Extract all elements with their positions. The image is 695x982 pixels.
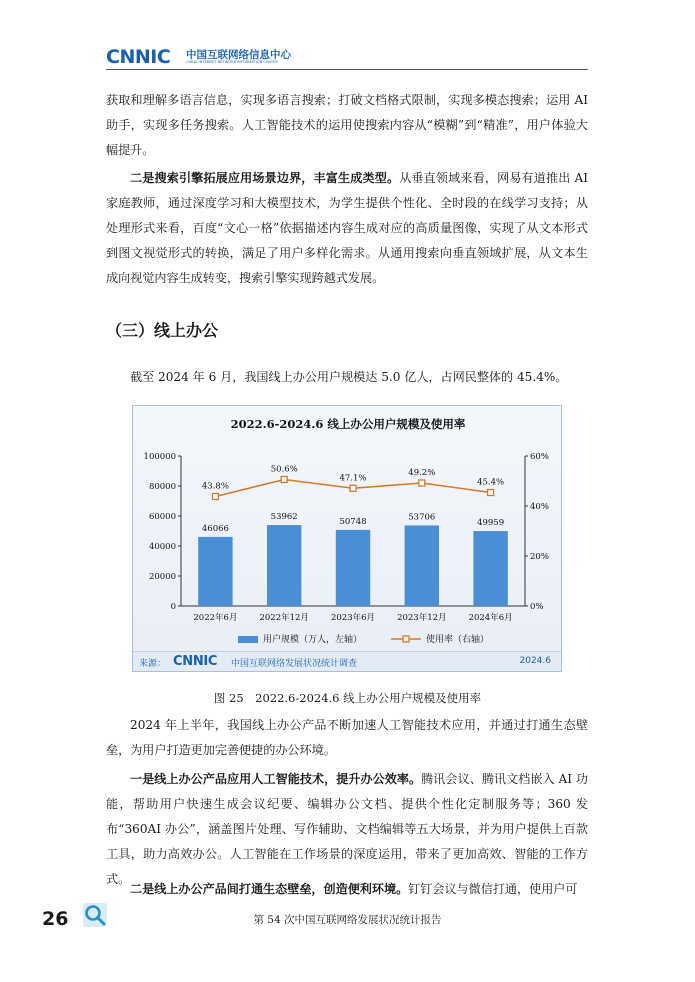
right-axis-tick-label: 20% bbox=[530, 552, 549, 562]
usage-rate-point bbox=[488, 490, 494, 496]
usage-rate-point bbox=[212, 494, 218, 500]
bar-value-label: 49959 bbox=[477, 518, 505, 529]
bar-user-scale bbox=[267, 525, 301, 606]
left-axis-tick-label: 80000 bbox=[148, 482, 176, 492]
left-axis-tick-label: 100000 bbox=[143, 452, 176, 462]
right-axis-tick-label: 60% bbox=[530, 452, 549, 462]
legend-line-label: 使用率（右轴） bbox=[426, 635, 490, 645]
legend-line-marker bbox=[403, 636, 409, 642]
paragraph-6-text: 钉钉会议与微信打通，使用户可 bbox=[408, 882, 578, 896]
paragraph-6-lead: 二是线上办公产品间打通生态壁垒，创造便利环境。 bbox=[130, 882, 409, 896]
left-axis-tick-label: 60000 bbox=[148, 512, 176, 522]
right-axis-tick-label: 0% bbox=[530, 602, 544, 612]
usage-rate-label: 45.4% bbox=[477, 477, 505, 488]
paragraph-5-block bbox=[106, 767, 588, 892]
x-axis-category-label: 2023年12月 bbox=[397, 613, 447, 623]
right-axis-tick-label: 40% bbox=[530, 502, 549, 512]
x-axis-category-label: 2024年6月 bbox=[468, 613, 513, 623]
paragraph-6-block bbox=[106, 877, 588, 902]
bar-user-scale bbox=[473, 531, 507, 606]
left-axis-tick-label: 0 bbox=[170, 602, 176, 612]
paragraph-3: 截至 2024 年 6 月，我国线上办公用户规模达 5.0 亿人，占网民整体的 45.4%。 bbox=[130, 370, 568, 384]
legend-bar-swatch bbox=[238, 636, 258, 643]
usage-rate-point bbox=[350, 485, 356, 491]
bar-value-label: 53962 bbox=[270, 512, 298, 523]
usage-rate-point bbox=[281, 477, 287, 483]
source-date: 2024.6 bbox=[519, 656, 551, 666]
usage-rate-label: 43.8% bbox=[201, 481, 229, 492]
x-axis-category-label: 2022年6月 bbox=[193, 613, 238, 623]
bar-value-label: 53706 bbox=[408, 512, 436, 523]
paragraph-2-block bbox=[106, 166, 588, 291]
logo-english-name: CHINA INTERNET NETWORK INFORMATION CENTER bbox=[186, 60, 278, 64]
figure-caption: 图 25 2022.6-2024.6 线上办公用户规模及使用率 bbox=[213, 691, 482, 705]
bar-user-scale bbox=[336, 530, 370, 606]
left-axis-tick-label: 20000 bbox=[148, 572, 176, 582]
report-title-footer: 第 54 次中国互联网络发展状况统计报告 bbox=[253, 914, 442, 926]
paragraph-5 bbox=[106, 767, 588, 892]
cnnic-logo: CNNIC bbox=[106, 46, 171, 68]
paragraph-5-text: 腾讯会议、腾讯文档嵌入 AI 功能，帮助用户快速生成会议纪要、编辑办公文档、提供个性化定制服务等；360 发布“360AI 办公”，涵盖图片处理、写作辅助、文档编辑等五大场景，并为用户提供上百款工具，助力高效办公。人工智能在工作场景的深度运用，带来了更加高效、智能的工作方式。 bbox=[106, 772, 588, 886]
logo-chinese-name: 中国互联网络信息中心 bbox=[186, 49, 291, 61]
paragraph-2-text: 从垂直领域来看，网易有道推出 AI 家庭教师，通过深度学习和大模型技术，为学生提供个性化、全时段的在线学习支持；从处理形式来看，百度“文心一格”依据描述内容生成对应的高质量图像，实现了从文本形式到图文视觉形式的转换，满足了用户多样化需求。从通用搜索向垂直领域扩展，从文本生成向视觉内容生成转变，搜索引擎实现跨越式发展。 bbox=[106, 171, 588, 285]
usage-rate-label: 50.6% bbox=[270, 464, 298, 475]
x-axis-category-label: 2023年6月 bbox=[330, 613, 376, 623]
source-cnnic-logo: CNNIC bbox=[173, 654, 218, 669]
source-label: 来源： bbox=[139, 659, 167, 669]
bar-user-scale bbox=[198, 537, 232, 606]
paragraph-6 bbox=[106, 877, 588, 902]
paragraph-5-lead: 一是线上办公产品应用人工智能技术，提升办公效率。 bbox=[130, 772, 422, 786]
chart-source-bar bbox=[133, 651, 561, 671]
source-text: 中国互联网络发展状况统计调查 bbox=[231, 659, 358, 669]
chart-figure bbox=[132, 405, 562, 672]
paragraph-2-lead: 二是搜索引擎拓展应用场景边界，丰富生成类型。 bbox=[130, 171, 400, 185]
page-header bbox=[106, 44, 588, 70]
paragraph-4: 2024 年上半年，我国线上办公产品不断加速人工智能技术应用，并通过打通生态壁垒，为用户打造更加完善便捷的办公环境。 bbox=[106, 718, 588, 757]
paragraph-3-block bbox=[106, 365, 588, 390]
paragraph-1: 获取和理解多语言信息，实现多语言搜索；打破文档格式限制，实现多模态搜索；运用 AI 助手，实现多任务搜索。人工智能技术的运用使搜索内容从“模糊”到“精准”，用户体验大幅提升。 bbox=[106, 93, 588, 157]
usage-rate-label: 47.1% bbox=[339, 473, 367, 484]
paragraph-1-block bbox=[106, 88, 588, 163]
legend-bar-label: 用户规模（万人，左轴） bbox=[263, 635, 363, 645]
chart-canvas bbox=[133, 406, 562, 654]
bar-value-label: 46066 bbox=[201, 523, 229, 534]
usage-rate-point bbox=[419, 480, 425, 486]
paragraph-2 bbox=[106, 166, 588, 291]
x-axis-category-label: 2022年12月 bbox=[259, 613, 309, 623]
bar-user-scale bbox=[405, 525, 439, 606]
section-title: （三）线上办公 bbox=[106, 321, 219, 340]
paragraph-4-block bbox=[106, 713, 588, 763]
left-axis-tick-label: 40000 bbox=[148, 542, 176, 552]
chart-title: 2022.6-2024.6 线上办公用户规模及使用率 bbox=[230, 417, 466, 431]
page-number: 26 bbox=[42, 908, 69, 930]
bar-value-label: 50748 bbox=[339, 516, 367, 527]
usage-rate-label: 49.2% bbox=[408, 468, 436, 478]
